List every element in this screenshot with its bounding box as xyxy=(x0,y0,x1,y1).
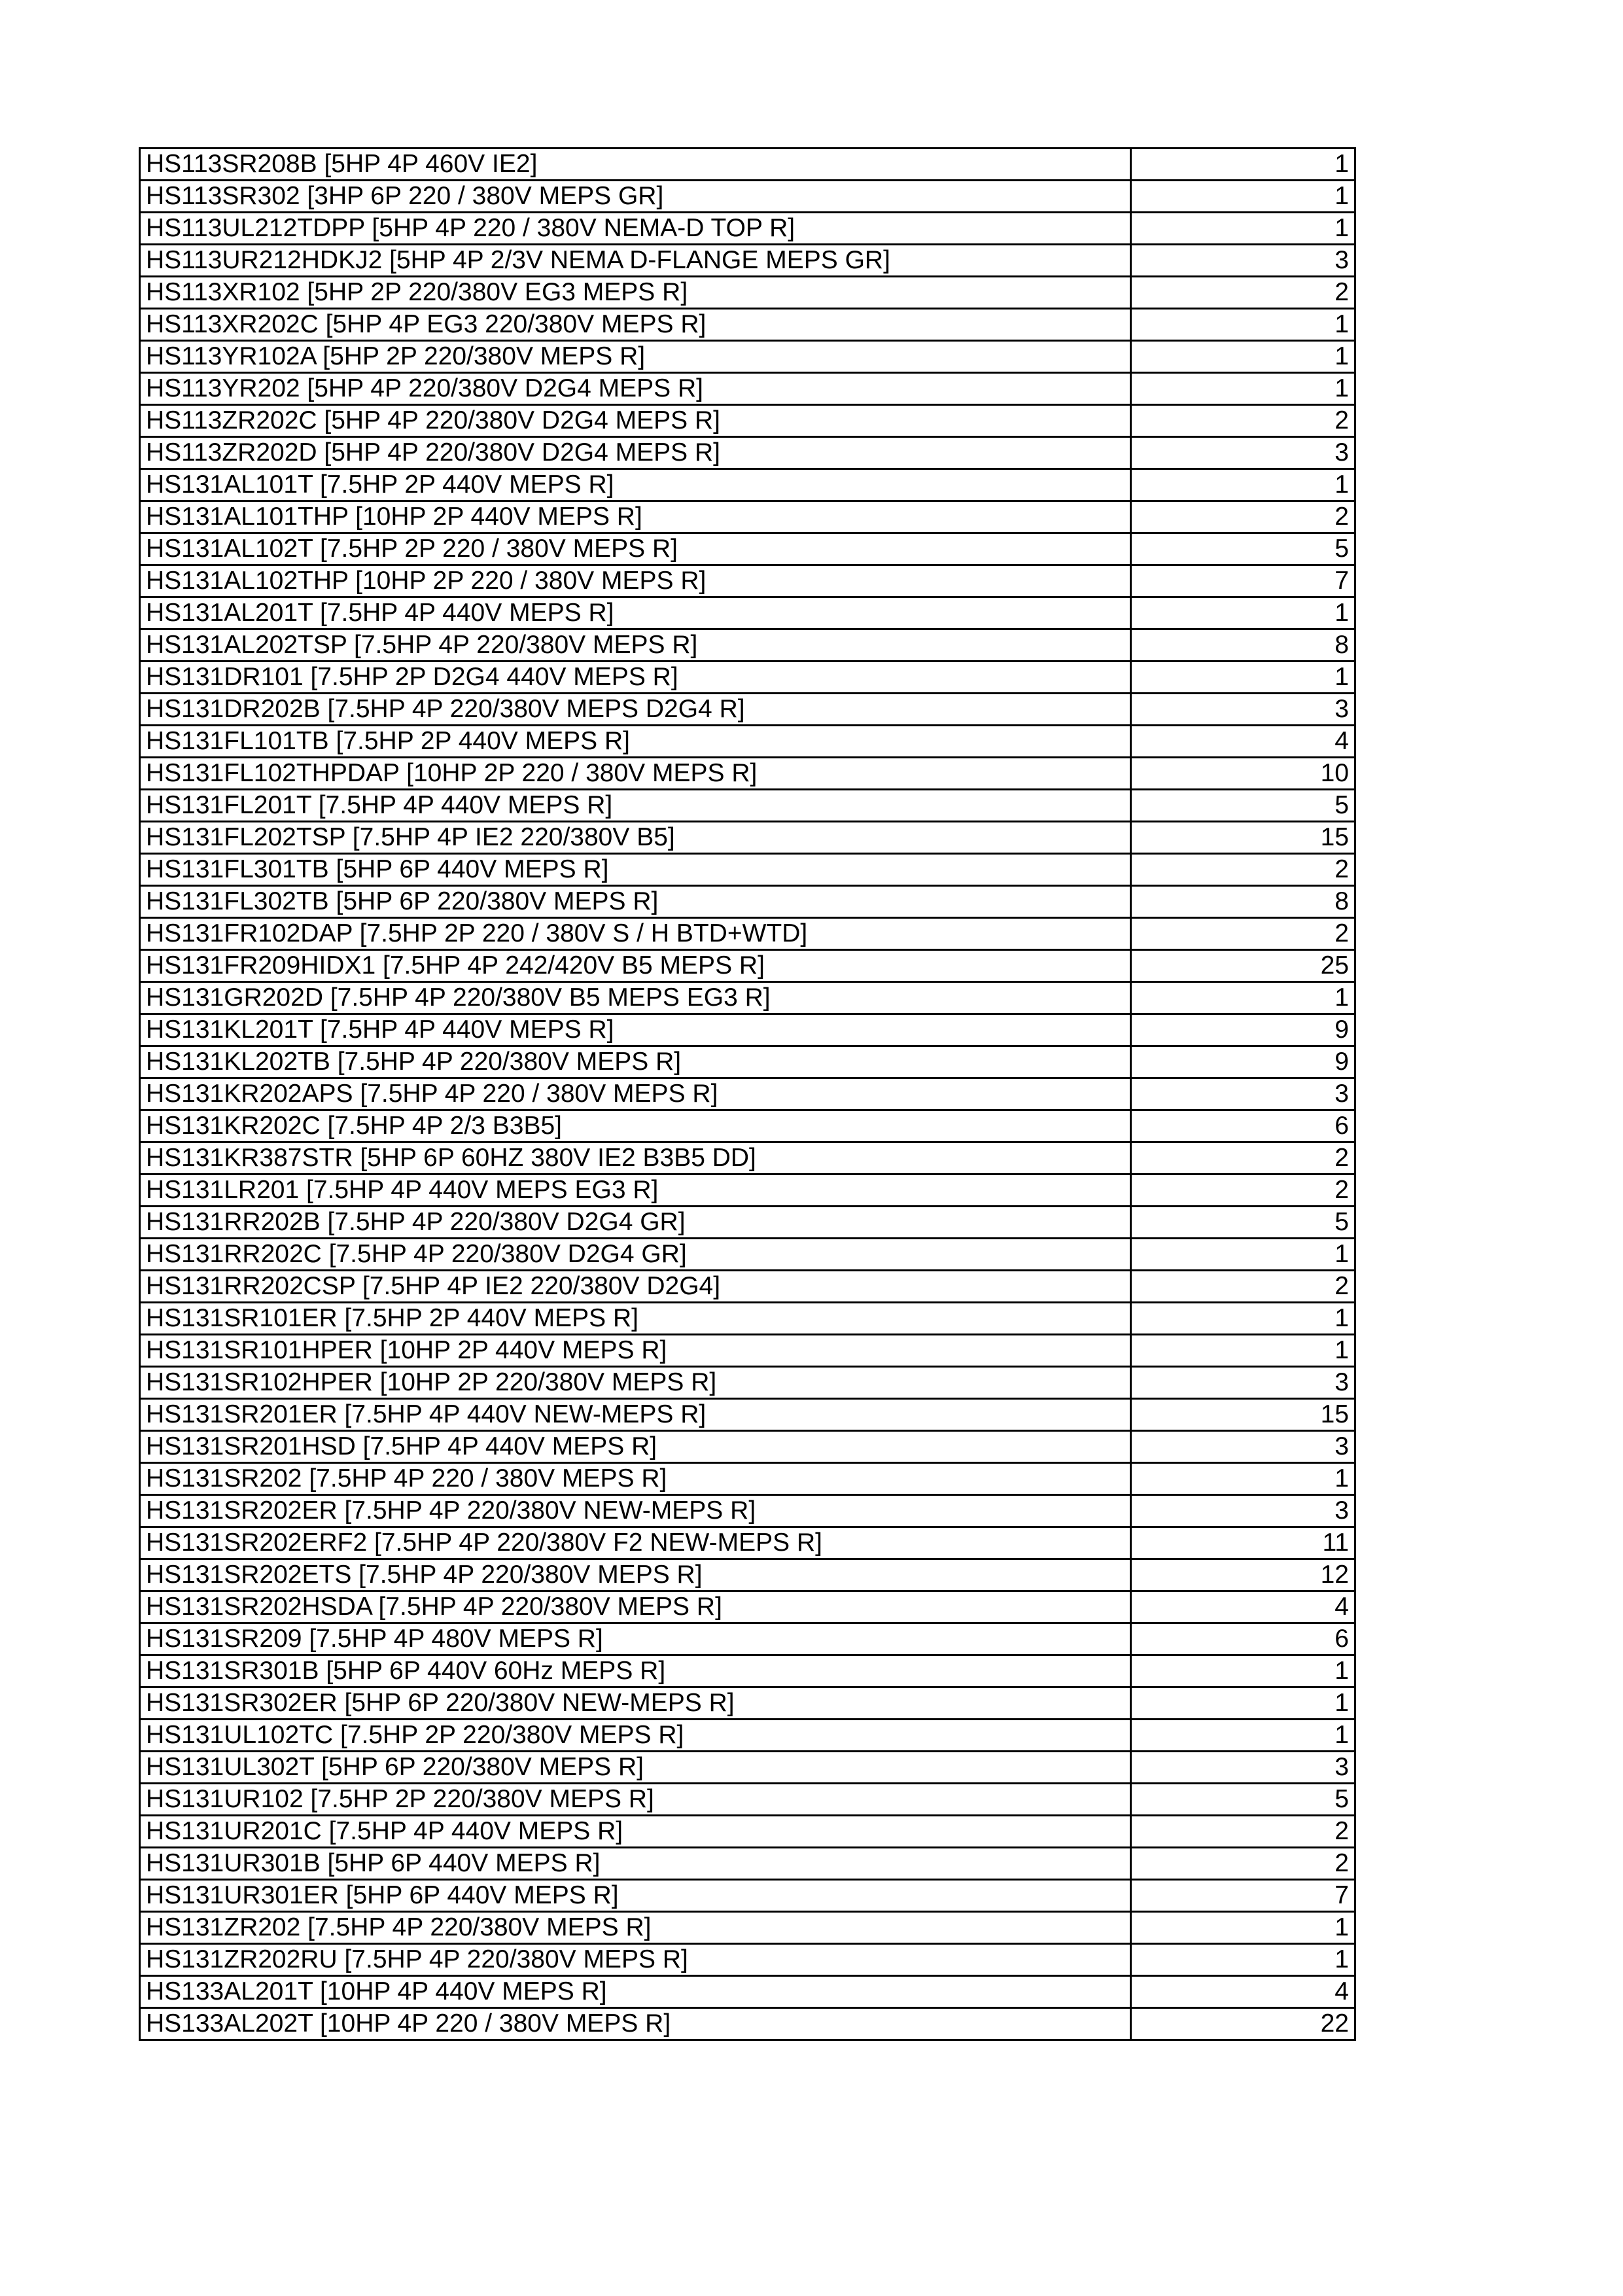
product-description-cell: HS131SR101HPER [10HP 2P 440V MEPS R] xyxy=(140,1335,1131,1367)
product-description-cell: HS131SR201ER [7.5HP 4P 440V NEW-MEPS R] xyxy=(140,1399,1131,1431)
table-row xyxy=(140,437,1355,469)
table-row xyxy=(140,1110,1355,1142)
product-description-cell: HS113SR302 [3HP 6P 220 / 380V MEPS GR] xyxy=(140,181,1131,213)
table-row xyxy=(140,1431,1355,1463)
table-row xyxy=(140,1046,1355,1078)
inventory-table xyxy=(139,147,1356,2041)
quantity-cell: 1 xyxy=(1131,213,1355,245)
quantity-cell: 1 xyxy=(1131,1912,1355,1944)
product-description-cell: HS131SR102HPER [10HP 2P 220/380V MEPS R] xyxy=(140,1367,1131,1399)
table-row xyxy=(140,1367,1355,1399)
quantity-cell: 1 xyxy=(1131,469,1355,501)
product-description-cell: HS131FR102DAP [7.5HP 2P 220 / 380V S / H BTD+WTD] xyxy=(140,918,1131,950)
product-description-cell: HS113UR212HDKJ2 [5HP 4P 2/3V NEMA D-FLANGE MEPS GR] xyxy=(140,245,1131,277)
quantity-cell: 1 xyxy=(1131,309,1355,341)
table-row xyxy=(140,790,1355,822)
product-description-cell: HS131FL301TB [5HP 6P 440V MEPS R] xyxy=(140,854,1131,886)
product-description-cell: HS113YR102A [5HP 2P 220/380V MEPS R] xyxy=(140,341,1131,373)
product-description-cell: HS131AL101T [7.5HP 2P 440V MEPS R] xyxy=(140,469,1131,501)
quantity-cell: 3 xyxy=(1131,245,1355,277)
table-row xyxy=(140,1848,1355,1880)
product-description-cell: HS131KL201T [7.5HP 4P 440V MEPS R] xyxy=(140,1014,1131,1046)
product-description-cell: HS113XR102 [5HP 2P 220/380V EG3 MEPS R] xyxy=(140,277,1131,309)
table-row xyxy=(140,1976,1355,2008)
product-description-cell: HS131GR202D [7.5HP 4P 220/380V B5 MEPS EG3 R] xyxy=(140,982,1131,1014)
product-description-cell: HS131FL202TSP [7.5HP 4P IE2 220/380V B5] xyxy=(140,822,1131,854)
table-row xyxy=(140,982,1355,1014)
quantity-cell: 8 xyxy=(1131,629,1355,662)
product-description-cell: HS131SR202HSDA [7.5HP 4P 220/380V MEPS R] xyxy=(140,1591,1131,1623)
quantity-cell: 2 xyxy=(1131,405,1355,437)
table-row xyxy=(140,1720,1355,1752)
product-description-cell: HS131RR202B [7.5HP 4P 220/380V D2G4 GR] xyxy=(140,1207,1131,1239)
quantity-cell: 1 xyxy=(1131,341,1355,373)
product-description-cell: HS113UL212TDPP [5HP 4P 220 / 380V NEMA-D TOP R] xyxy=(140,213,1131,245)
product-description-cell: HS131UR201C [7.5HP 4P 440V MEPS R] xyxy=(140,1816,1131,1848)
quantity-cell: 12 xyxy=(1131,1559,1355,1591)
table-row xyxy=(140,1559,1355,1591)
product-description-cell: HS131KL202TB [7.5HP 4P 220/380V MEPS R] xyxy=(140,1046,1131,1078)
table-row xyxy=(140,1303,1355,1335)
product-description-cell: HS131FL201T [7.5HP 4P 440V MEPS R] xyxy=(140,790,1131,822)
product-description-cell: HS113ZR202D [5HP 4P 220/380V D2G4 MEPS R] xyxy=(140,437,1131,469)
product-description-cell: HS131DR202B [7.5HP 4P 220/380V MEPS D2G4 R] xyxy=(140,694,1131,726)
table-row xyxy=(140,1623,1355,1655)
quantity-cell: 25 xyxy=(1131,950,1355,982)
table-row xyxy=(140,1335,1355,1367)
quantity-cell: 2 xyxy=(1131,854,1355,886)
table-row xyxy=(140,1463,1355,1495)
quantity-cell: 1 xyxy=(1131,1944,1355,1976)
table-row xyxy=(140,1495,1355,1527)
table-row xyxy=(140,213,1355,245)
table-row xyxy=(140,1784,1355,1816)
table-row xyxy=(140,662,1355,694)
quantity-cell: 11 xyxy=(1131,1527,1355,1559)
quantity-cell: 5 xyxy=(1131,1784,1355,1816)
quantity-cell: 3 xyxy=(1131,694,1355,726)
product-description-cell: HS131UR301B [5HP 6P 440V MEPS R] xyxy=(140,1848,1131,1880)
product-description-cell: HS131AL202TSP [7.5HP 4P 220/380V MEPS R] xyxy=(140,629,1131,662)
quantity-cell: 2 xyxy=(1131,1848,1355,1880)
product-description-cell: HS131FL302TB [5HP 6P 220/380V MEPS R] xyxy=(140,886,1131,918)
product-description-cell: HS131UR301ER [5HP 6P 440V MEPS R] xyxy=(140,1880,1131,1912)
quantity-cell: 1 xyxy=(1131,1335,1355,1367)
product-description-cell: HS131RR202C [7.5HP 4P 220/380V D2G4 GR] xyxy=(140,1239,1131,1271)
table-row xyxy=(140,694,1355,726)
product-description-cell: HS131FR209HIDX1 [7.5HP 4P 242/420V B5 MEPS R] xyxy=(140,950,1131,982)
quantity-cell: 9 xyxy=(1131,1014,1355,1046)
product-description-cell: HS131SR302ER [5HP 6P 220/380V NEW-MEPS R] xyxy=(140,1687,1131,1720)
table-row xyxy=(140,1880,1355,1912)
quantity-cell: 2 xyxy=(1131,501,1355,533)
table-row xyxy=(140,1142,1355,1174)
table-row xyxy=(140,1944,1355,1976)
quantity-cell: 1 xyxy=(1131,1720,1355,1752)
table-row xyxy=(140,886,1355,918)
product-description-cell: HS131AL102THP [10HP 2P 220 / 380V MEPS R] xyxy=(140,565,1131,597)
quantity-cell: 4 xyxy=(1131,1976,1355,2008)
inventory-sheet xyxy=(139,147,1354,2041)
table-row xyxy=(140,918,1355,950)
quantity-cell: 1 xyxy=(1131,373,1355,405)
table-row xyxy=(140,1687,1355,1720)
product-description-cell: HS131ZR202RU [7.5HP 4P 220/380V MEPS R] xyxy=(140,1944,1131,1976)
table-row xyxy=(140,1527,1355,1559)
table-row xyxy=(140,341,1355,373)
product-description-cell: HS131UL302T [5HP 6P 220/380V MEPS R] xyxy=(140,1752,1131,1784)
quantity-cell: 2 xyxy=(1131,1816,1355,1848)
quantity-cell: 1 xyxy=(1131,597,1355,629)
quantity-cell: 3 xyxy=(1131,1752,1355,1784)
quantity-cell: 5 xyxy=(1131,1207,1355,1239)
product-description-cell: HS131SR209 [7.5HP 4P 480V MEPS R] xyxy=(140,1623,1131,1655)
inventory-table-body xyxy=(140,149,1355,2040)
quantity-cell: 2 xyxy=(1131,1142,1355,1174)
quantity-cell: 4 xyxy=(1131,1591,1355,1623)
table-row xyxy=(140,1399,1355,1431)
quantity-cell: 1 xyxy=(1131,1239,1355,1271)
product-description-cell: HS131AL102T [7.5HP 2P 220 / 380V MEPS R] xyxy=(140,533,1131,565)
quantity-cell: 1 xyxy=(1131,982,1355,1014)
quantity-cell: 4 xyxy=(1131,726,1355,758)
table-row xyxy=(140,950,1355,982)
quantity-cell: 6 xyxy=(1131,1110,1355,1142)
table-row xyxy=(140,1174,1355,1207)
table-row xyxy=(140,1752,1355,1784)
quantity-cell: 1 xyxy=(1131,149,1355,181)
product-description-cell: HS131UR102 [7.5HP 2P 220/380V MEPS R] xyxy=(140,1784,1131,1816)
product-description-cell: HS131UL102TC [7.5HP 2P 220/380V MEPS R] xyxy=(140,1720,1131,1752)
product-description-cell: HS131AL101THP [10HP 2P 440V MEPS R] xyxy=(140,501,1131,533)
table-row xyxy=(140,373,1355,405)
product-description-cell: HS131ZR202 [7.5HP 4P 220/380V MEPS R] xyxy=(140,1912,1131,1944)
table-row xyxy=(140,1271,1355,1303)
product-description-cell: HS131KR387STR [5HP 6P 60HZ 380V IE2 B3B5 DD] xyxy=(140,1142,1131,1174)
table-row xyxy=(140,1655,1355,1687)
quantity-cell: 1 xyxy=(1131,1687,1355,1720)
product-description-cell: HS131SR301B [5HP 6P 440V 60Hz MEPS R] xyxy=(140,1655,1131,1687)
product-description-cell: HS131KR202APS [7.5HP 4P 220 / 380V MEPS R] xyxy=(140,1078,1131,1110)
table-row xyxy=(140,597,1355,629)
table-row xyxy=(140,2008,1355,2040)
quantity-cell: 8 xyxy=(1131,886,1355,918)
quantity-cell: 22 xyxy=(1131,2008,1355,2040)
product-description-cell: HS131FL101TB [7.5HP 2P 440V MEPS R] xyxy=(140,726,1131,758)
quantity-cell: 1 xyxy=(1131,662,1355,694)
product-description-cell: HS131SR202 [7.5HP 4P 220 / 380V MEPS R] xyxy=(140,1463,1131,1495)
quantity-cell: 2 xyxy=(1131,1271,1355,1303)
quantity-cell: 3 xyxy=(1131,1367,1355,1399)
product-description-cell: HS131SR202ETS [7.5HP 4P 220/380V MEPS R] xyxy=(140,1559,1131,1591)
quantity-cell: 1 xyxy=(1131,1463,1355,1495)
quantity-cell: 3 xyxy=(1131,1078,1355,1110)
product-description-cell: HS133AL202T [10HP 4P 220 / 380V MEPS R] xyxy=(140,2008,1131,2040)
quantity-cell: 1 xyxy=(1131,1303,1355,1335)
table-row xyxy=(140,501,1355,533)
table-row xyxy=(140,277,1355,309)
quantity-cell: 5 xyxy=(1131,790,1355,822)
quantity-cell: 10 xyxy=(1131,758,1355,790)
table-row xyxy=(140,854,1355,886)
table-row xyxy=(140,181,1355,213)
product-description-cell: HS131AL201T [7.5HP 4P 440V MEPS R] xyxy=(140,597,1131,629)
quantity-cell: 2 xyxy=(1131,1174,1355,1207)
product-description-cell: HS131KR202C [7.5HP 4P 2/3 B3B5] xyxy=(140,1110,1131,1142)
quantity-cell: 3 xyxy=(1131,1495,1355,1527)
product-description-cell: HS131SR201HSD [7.5HP 4P 440V MEPS R] xyxy=(140,1431,1131,1463)
quantity-cell: 7 xyxy=(1131,1880,1355,1912)
table-row xyxy=(140,1239,1355,1271)
product-description-cell: HS131DR101 [7.5HP 2P D2G4 440V MEPS R] xyxy=(140,662,1131,694)
product-description-cell: HS131LR201 [7.5HP 4P 440V MEPS EG3 R] xyxy=(140,1174,1131,1207)
table-row xyxy=(140,758,1355,790)
table-row xyxy=(140,1014,1355,1046)
quantity-cell: 6 xyxy=(1131,1623,1355,1655)
table-row xyxy=(140,1591,1355,1623)
product-description-cell: HS133AL201T [10HP 4P 440V MEPS R] xyxy=(140,1976,1131,2008)
quantity-cell: 3 xyxy=(1131,1431,1355,1463)
product-description-cell: HS131SR202ER [7.5HP 4P 220/380V NEW-MEPS R] xyxy=(140,1495,1131,1527)
table-row xyxy=(140,1078,1355,1110)
quantity-cell: 2 xyxy=(1131,277,1355,309)
table-row xyxy=(140,1912,1355,1944)
product-description-cell: HS131SR101ER [7.5HP 2P 440V MEPS R] xyxy=(140,1303,1131,1335)
table-row xyxy=(140,149,1355,181)
product-description-cell: HS113YR202 [5HP 4P 220/380V D2G4 MEPS R] xyxy=(140,373,1131,405)
product-description-cell: HS131FL102THPDAP [10HP 2P 220 / 380V MEPS R] xyxy=(140,758,1131,790)
table-row xyxy=(140,629,1355,662)
table-row xyxy=(140,469,1355,501)
product-description-cell: HS131RR202CSP [7.5HP 4P IE2 220/380V D2G4] xyxy=(140,1271,1131,1303)
table-row xyxy=(140,405,1355,437)
table-row xyxy=(140,1207,1355,1239)
table-row xyxy=(140,309,1355,341)
quantity-cell: 15 xyxy=(1131,822,1355,854)
table-row xyxy=(140,1816,1355,1848)
quantity-cell: 1 xyxy=(1131,1655,1355,1687)
quantity-cell: 5 xyxy=(1131,533,1355,565)
quantity-cell: 3 xyxy=(1131,437,1355,469)
table-row xyxy=(140,533,1355,565)
quantity-cell: 15 xyxy=(1131,1399,1355,1431)
product-description-cell: HS131SR202ERF2 [7.5HP 4P 220/380V F2 NEW-MEPS R] xyxy=(140,1527,1131,1559)
product-description-cell: HS113ZR202C [5HP 4P 220/380V D2G4 MEPS R] xyxy=(140,405,1131,437)
quantity-cell: 2 xyxy=(1131,918,1355,950)
table-row xyxy=(140,822,1355,854)
table-row xyxy=(140,726,1355,758)
quantity-cell: 9 xyxy=(1131,1046,1355,1078)
quantity-cell: 1 xyxy=(1131,181,1355,213)
product-description-cell: HS113XR202C [5HP 4P EG3 220/380V MEPS R] xyxy=(140,309,1131,341)
product-description-cell: HS113SR208B [5HP 4P 460V IE2] xyxy=(140,149,1131,181)
table-row xyxy=(140,245,1355,277)
quantity-cell: 7 xyxy=(1131,565,1355,597)
table-row xyxy=(140,565,1355,597)
